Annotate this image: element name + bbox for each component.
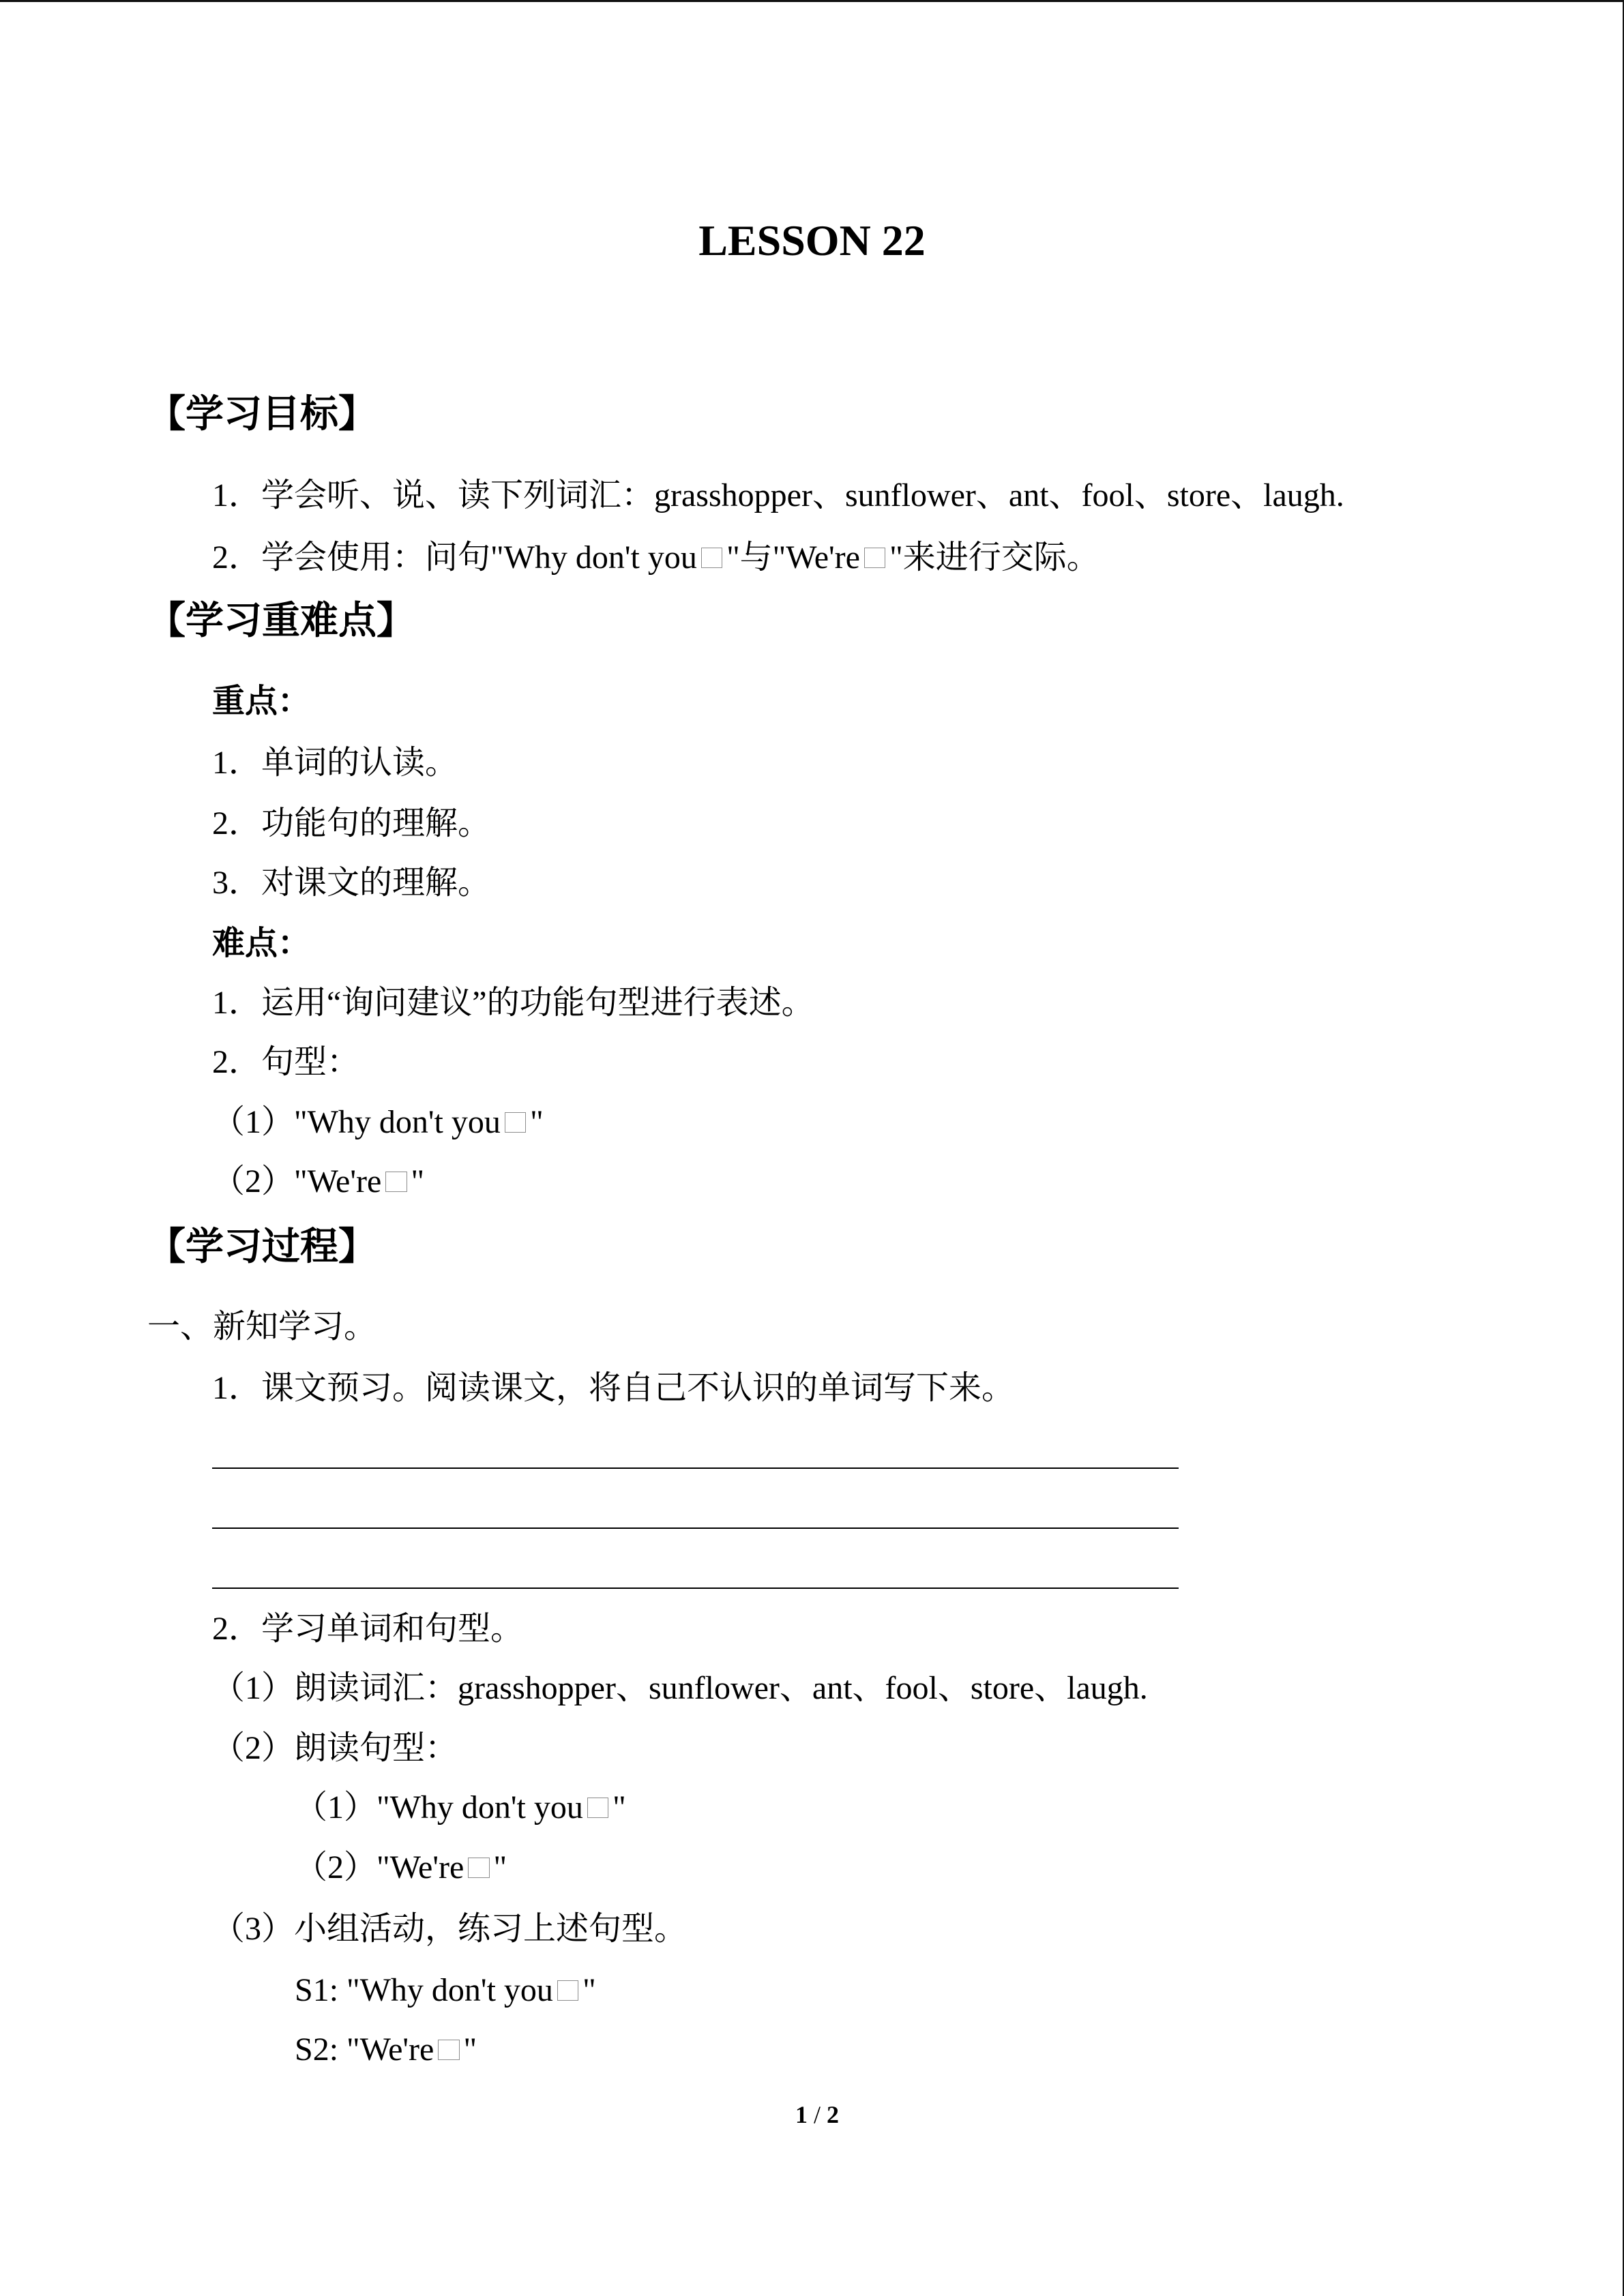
step2-pattern: （2）"We're " [295,1849,507,1885]
group-activity: （3）小组活动，练习上述句型。 [212,1911,688,1947]
missing-glyph-box [701,548,723,568]
missing-glyph-box [438,2040,460,2060]
page-top-border [0,0,1624,2]
missing-glyph-box [468,1858,490,1878]
missing-glyph-box [864,548,886,568]
page-number [795,2102,839,2127]
difficulty-item: 2．句型： [212,1044,360,1080]
document-title: LESSON 22 [698,216,926,265]
page-total: 2 [827,2101,840,2128]
section-heading-process: 【学习过程】 [147,1226,377,1268]
focus-item: 3．对课文的理解。 [212,865,491,901]
process-step-1: 1．课文预习。阅读课文，将自己不认识的单词写下来。 [212,1370,1015,1406]
sentence-pattern: （2）"We're " [212,1163,425,1199]
focus-item: 2．功能句的理解。 [212,805,491,841]
step2-pattern: （1）"Why don't you " [295,1789,626,1825]
page-current: 1 [795,2101,808,2128]
section-heading-objectives: 【学习目标】 [147,393,377,436]
objective-item: 2．学会使用：问句"Why don't you "与"We're "来进行交际。 [212,539,1099,576]
answer-line [212,1587,1179,1589]
dialogue-line: S1: "Why don't you " [295,1972,596,2008]
missing-glyph-box [557,1980,579,2001]
focus-label: 重点： [212,683,311,719]
process-part-one: 一、新知学习。 [147,1309,377,1345]
difficulty-label: 难点： [212,925,311,961]
dialogue-line: S2: "We're " [295,2031,477,2068]
difficulty-item: 1．运用“询问建议”的功能句型进行表述。 [212,985,814,1021]
focus-item: 1．单词的认读。 [212,745,458,781]
section-heading-key-points: 【学习重难点】 [147,600,415,642]
sentence-pattern: （1）"Why don't you " [212,1104,544,1140]
objective-item: 1．学会听、说、读下列词汇：grasshopper、sunflower、ant、fool、store、laugh. [212,477,1344,513]
step2-item: （2）朗读句型： [212,1730,458,1766]
answer-line [212,1527,1179,1529]
missing-glyph-box [505,1112,527,1133]
process-step-2: 2．学习单词和句型。 [212,1611,524,1647]
step2-item: （1）朗读词汇：grasshopper、sunflower、ant、fool、store、laugh. [212,1670,1148,1706]
missing-glyph-box [587,1798,609,1818]
page-separator: / [808,2101,827,2128]
answer-line [212,1467,1179,1469]
missing-glyph-box [385,1172,407,1192]
